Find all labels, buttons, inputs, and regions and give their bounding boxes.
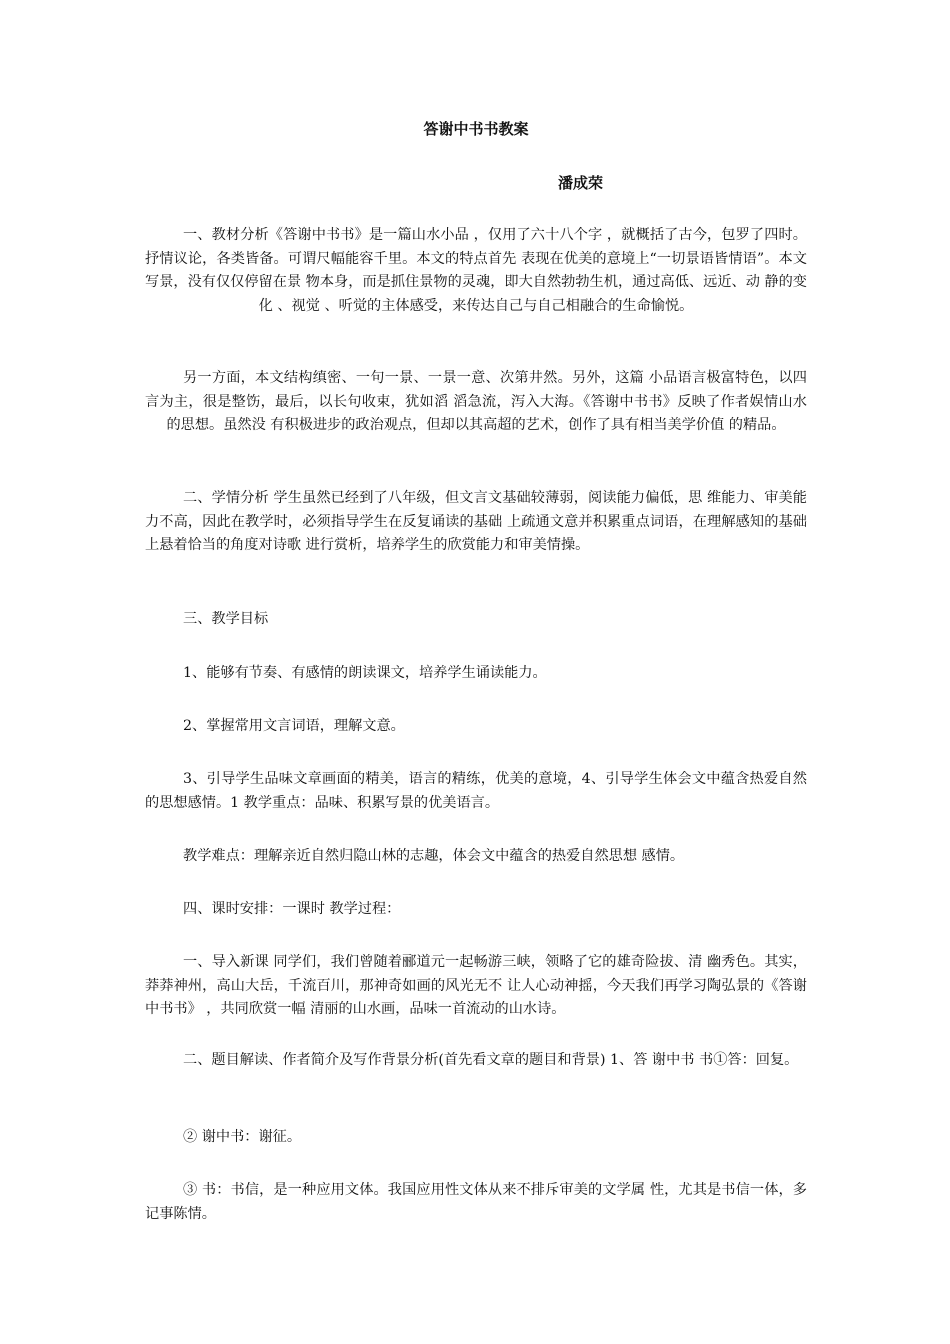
- paragraph-structure: 另一方面，本文结构缜密、一句一景、一景一意、次第井然。另外，这篇 小品语言极富特色，以四言为主，很是整饬，最后，以长句收束，犹如滔 滔急流，泻入大海。《答谢中书书》反映了作者娱情山水的思想。虽然没 有积极进步的政治观点，但却以其高超的艺术，创作了具有相当美学价值 的精品。: [145, 370, 807, 433]
- note-item-2: ② 谢中书：谢征。: [183, 1129, 302, 1145]
- paragraph-title-analysis: 二、题目解读、作者简介及写作背景分析(首先看文章的题目和背景) 1、答 谢中书 书①答：回复。: [183, 1052, 799, 1068]
- heading-teaching-goals: 三、教学目标: [183, 611, 269, 627]
- note-item-3: ③ 书：书信，是一种应用文体。我国应用性文体从来不排斥审美的文学属 性，尤其是书信一体，多记事陈情。: [145, 1182, 807, 1222]
- goal-item-3: 3、引导学生品味文章画面的精美，语言的精练，优美的意境，4、引导学生体会文中蕴含热爱自然的思想感情。1 教学重点：品味、积累写景的优美语言。: [145, 771, 807, 811]
- class-schedule: 四、课时安排：一课时 教学过程：: [183, 901, 401, 917]
- paragraph-student-analysis: 二、学情分析 学生虽然已经到了八年级，但文言文基础较薄弱，阅读能力偏低，思 维能力、审美能力不高，因此在教学时，必须指导学生在反复诵读的基础 上疏通文意并积累重点词语，在理解感知的基础上悬着恰当的角度对诗歌 进行赏析，培养学生的欣赏能力和审美情操。: [145, 490, 807, 553]
- paragraph-textbook-analysis: 一、教材分析《答谢中书书》是一篇山水小品 ，仅用了六十八个字 ，就概括了古今，包罗了四时。抒情议论，各类皆备。可谓尺幅能容千里。本文的特点首先 表现在优美的意境上“一切景语皆情语”。本文写景，没有仅仅停留在景 物本身，而是抓住景物的灵魂，即大自然勃勃生机，通过高低、远近、动 静的变化 、视觉 、听觉的主体感受，来传达自己与自己相融合的生命愉悦。: [145, 227, 807, 314]
- goal-item-2: 2、掌握常用文言词语，理解文意。: [183, 718, 405, 734]
- paragraph-introduction: 一、导入新课 同学们，我们曾随着郦道元一起畅游三峡，领略了它的雄奇险拔、清 幽秀色。其实，莽莽神州，高山大岳，千流百川，那神奇如画的风光无不 让人心动神摇，今天我们再学习陶弘景的《答谢中书书》 ，共同欣赏一幅 清丽的山水画，品味一首流动的山水诗。: [145, 954, 807, 1017]
- teaching-difficulty: 教学难点：理解亲近自然归隐山林的志趣，体会文中蕴含的热爱自然思想 感情。: [183, 848, 685, 864]
- author-name: 潘成荣: [558, 174, 604, 192]
- goal-item-1: 1、能够有节奏、有感情的朗读课文，培养学生诵读能力。: [183, 665, 547, 681]
- document-title: 答谢中书书教案: [423, 120, 529, 138]
